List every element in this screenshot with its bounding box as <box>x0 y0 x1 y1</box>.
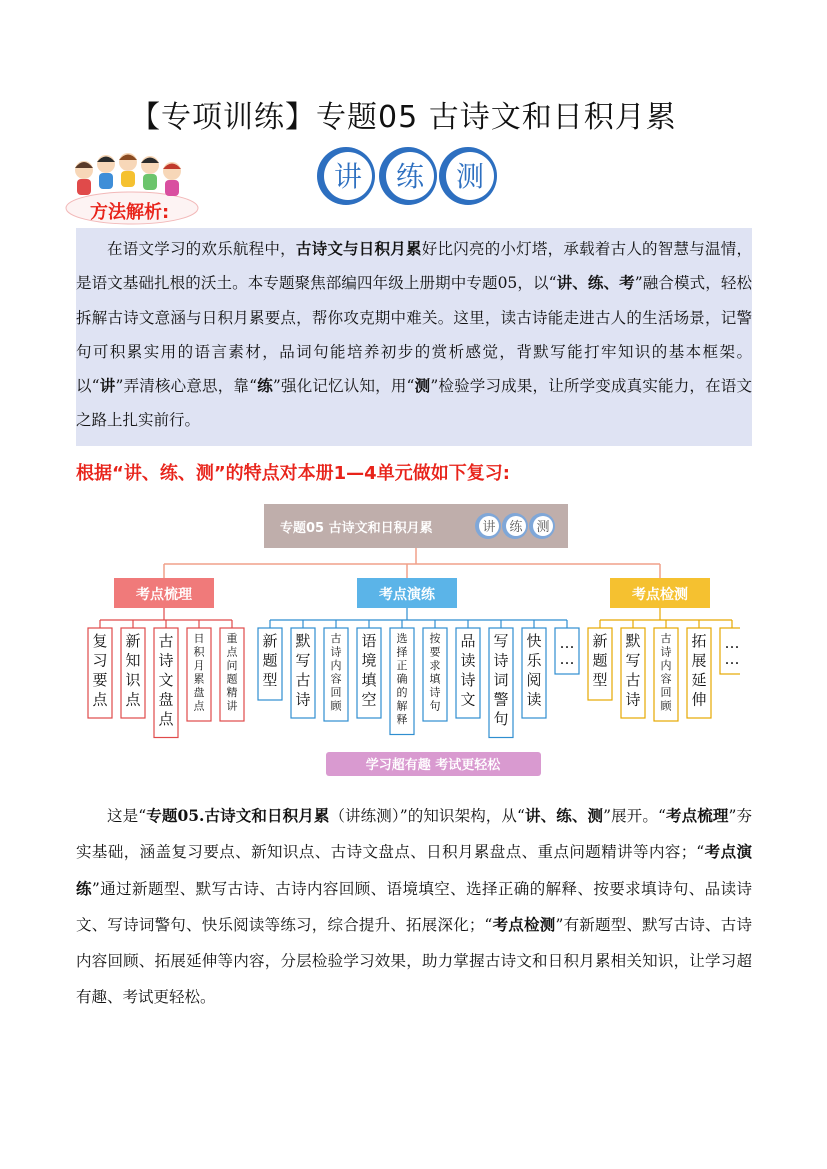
leaf-label: 重点问题精讲 <box>226 632 238 713</box>
mindmap-root-text: 专题05 古诗文和日积月累 <box>280 521 433 536</box>
jiang-lian-ce-badges <box>312 146 502 206</box>
badge-ce-text: 测 <box>455 160 485 193</box>
leaf-label: 新题型 <box>592 632 608 689</box>
badge-lian-text: 练 <box>395 160 425 193</box>
branch-label: 考点演练 <box>379 587 435 603</box>
leaf-label: 古诗内容回顾 <box>330 632 342 713</box>
leaf-label: 写诗词警句 <box>493 632 509 728</box>
leaf-label: 古诗文盘点 <box>158 632 174 728</box>
root-badge-text: 测 <box>536 520 550 535</box>
branch-label: 考点检测 <box>632 587 688 603</box>
review-heading: 根据“讲、练、测”的特点对本册1—4单元做如下复习: <box>76 463 510 484</box>
leaf-label: 日积月累盘点 <box>193 632 205 713</box>
mindmap-trunk-lines <box>164 548 660 578</box>
root-badge-text: 练 <box>509 520 523 535</box>
branch-connector <box>100 608 232 620</box>
leaf-label: 选择正确的解释 <box>396 632 408 726</box>
kid-4 <box>141 156 159 190</box>
root-badge-text: 讲 <box>482 520 496 535</box>
mindmap <box>80 498 740 783</box>
leaf-label: 按要求填诗句 <box>429 632 441 713</box>
kid-3 <box>119 153 137 187</box>
branch-label: 考点梳理 <box>136 587 192 603</box>
leaf-label: 拓展延伸 <box>691 632 707 709</box>
leaf-label: … … <box>724 634 740 668</box>
leaf-label: … … <box>559 634 575 668</box>
badge-ce <box>439 147 497 205</box>
leaf-label: 品读诗文 <box>460 632 476 709</box>
kid-1 <box>75 161 93 195</box>
page-title: 【专项训练】专题05 古诗文和日积月累 <box>130 100 677 135</box>
branch-connector <box>600 608 732 620</box>
intro-paragraph: 在语文学习的欢乐航程中，古诗文与日积月累好比闪亮的小灯塔，承载着古人的智慧与温情，是语文基础扎根的沃土。本专题聚焦部编四年级上册期中专题05，以“讲、练、考”融合模式，轻松拆解古诗文意涵与日积月累要点，帮你攻克期中难关。这里，读古诗能走进古人的生活场景，记警句可积累实用的语言素材，品词句能培养初步的赏析感觉，背默写能打牢知识的基本框架。以“讲”弄清核心意思，靠“练”强化记忆认知，用“测”检验学习成果，让所学变成真实能力，在语文之路上扎实前行。 <box>76 239 752 430</box>
leaf-label: 快乐阅读 <box>526 632 542 709</box>
leaf-label: 默写古诗 <box>295 632 311 709</box>
leaf-label: 新知识点 <box>125 632 141 709</box>
leaf-label: 默写古诗 <box>625 632 641 709</box>
badge-lian <box>379 147 437 205</box>
description-paragraph: 这是“专题05.古诗文和日积月累（讲练测）”的知识架构，从“讲、练、测”展开。“考点梳理”夯实基础，涵盖复习要点、新知识点、古诗文盘点、日积月累盘点、重点问题精讲等内容；“考点演练”通过新题型、默写古诗、古诗内容回顾、语境填空、选择正确的解释、按要求填诗句、品读诗文、写诗词警句、快乐阅读等练习，综合提升、拓展深化；“考点检测”有新题型、默写古诗、古诗内容回顾、拓展延伸等内容，分层检验学习效果，助力掌握古诗文和日积月累相关知识，让学习超有趣、考试更轻松。 <box>76 806 752 1007</box>
method-label: 方法解析: <box>90 202 170 223</box>
branch-connector <box>270 608 567 620</box>
leaf-label: 复习要点 <box>92 632 108 709</box>
badge-jiang-text: 讲 <box>333 160 363 193</box>
mindmap-footer-text: 学习超有趣 考试更轻松 <box>365 758 501 773</box>
leaf-label: 语境填空 <box>361 632 377 709</box>
badge-jiang <box>317 147 375 205</box>
leaf-label: 古诗内容回顾 <box>660 632 672 713</box>
kid-2 <box>97 155 115 189</box>
kid-5 <box>163 162 181 196</box>
leaf-label: 新题型 <box>262 632 278 689</box>
